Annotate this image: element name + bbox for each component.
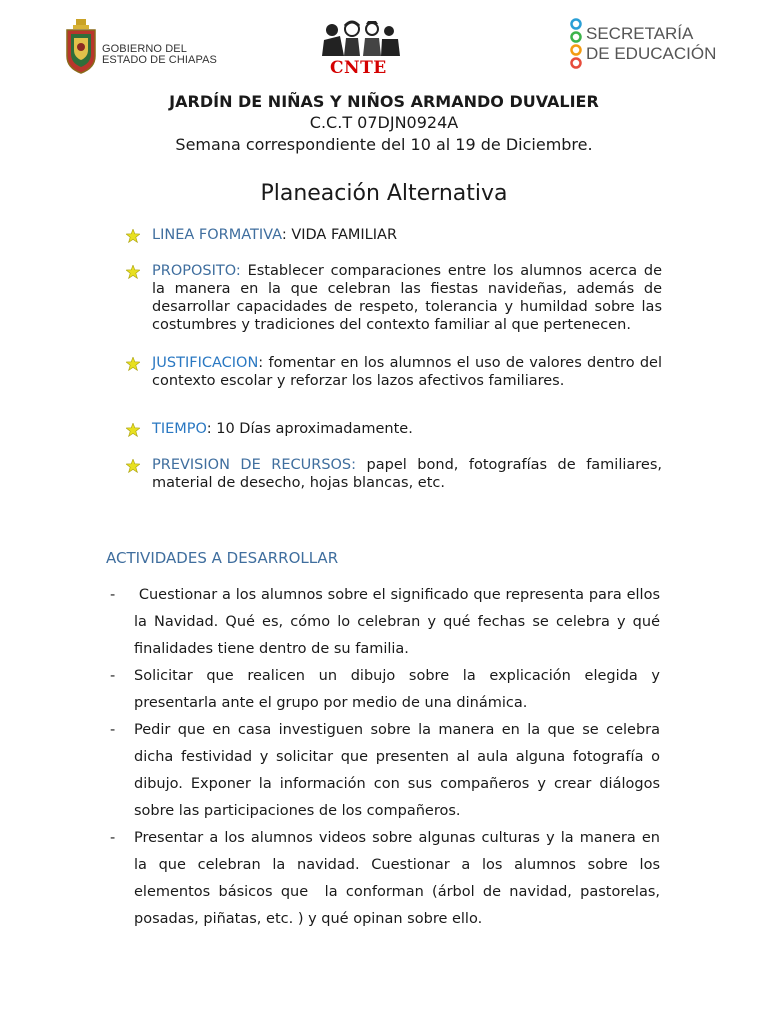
dash-bullet-icon: - (110, 587, 116, 603)
section-label: LINEA FORMATIVA (152, 227, 282, 243)
section-text: VIDA FAMILIAR (291, 227, 398, 243)
education-secretariat-logo (568, 18, 728, 76)
section-separator: : (258, 355, 269, 371)
section-prevision-recursos (126, 456, 662, 492)
dash-bullet-icon: - (110, 830, 116, 846)
section-label: TIEMPO (152, 421, 207, 437)
section-separator (356, 457, 367, 473)
government-name (102, 44, 217, 66)
cnte-logo (318, 20, 404, 80)
government-line-2: ESTADO DE CHIAPAS (102, 54, 217, 66)
activity-text: Presentar a los alumnos videos sobre algunas culturas y la manera en la que celebran la navidad. Cuestionar a los alumnos sobre los elementos básicos que la conforman (árbol de navidad, pastorelas, posadas, piñatas, etc. ) y qué opinan sobre ello. (134, 830, 665, 927)
document-header (0, 0, 768, 88)
activities-heading: ACTIVIDADES A DESARROLLAR (106, 549, 339, 567)
section-text: 10 Días aproximadamente. (216, 421, 413, 437)
school-code: C.C.T 07DJN0924A (309, 113, 459, 132)
chiapas-government-logo (64, 18, 224, 76)
star-bullet-icon (126, 229, 140, 243)
star-bullet-icon (126, 423, 140, 437)
dash-bullet-icon: - (110, 668, 116, 684)
activity-text: Cuestionar a los alumnos sobre el significado que representa para ellos la Navidad. Qué es, cómo lo celebran y qué fechas se celebra y qué finalidades tiene dentro de su familia. (134, 587, 665, 657)
activity-item (108, 825, 665, 933)
section-justificacion (126, 354, 662, 390)
star-bullet-icon (126, 265, 140, 279)
cnte-text: CNTE (330, 58, 387, 78)
page-title: Planeación Alternativa (260, 181, 508, 206)
secretariat-line-1: SECRETARÍA (586, 24, 694, 43)
activities-list (108, 582, 665, 933)
section-text: fomentar en los alumnos el uso de valores dentro del contexto escolar y reforzar los lazos afectivos familiares. (152, 355, 662, 389)
activity-item (108, 717, 660, 825)
secretariat-name (586, 24, 716, 64)
section-separator: : (281, 227, 292, 243)
secretariat-line-2: DE EDUCACIÓN (586, 44, 717, 63)
coat-of-arms-icon (64, 18, 98, 74)
title-block (0, 92, 768, 156)
activity-item (108, 582, 665, 663)
section-label: PREVISION DE RECURSOS: (152, 457, 357, 473)
section-linea-formativa (126, 226, 662, 244)
section-proposito (126, 262, 662, 334)
colored-rings-icon (568, 18, 584, 74)
school-name: JARDÍN DE NIÑAS Y NIÑOS ARMANDO DUVALIER (169, 92, 599, 111)
week-range: Semana correspondiente del 10 al 19 de Diciembre. (175, 135, 593, 154)
cnte-figures-icon (318, 20, 404, 60)
section-label: JUSTIFICACION (152, 355, 259, 371)
activity-text: Pedir que en casa investiguen sobre la manera en la que se celebra dicha festividad y solicitar que presenten al aula alguna fotografía o dibujo. Exponer la información con sus compañeros y crear diálogos sobre las participaciones de los compañeros. (134, 722, 660, 819)
activity-text: Solicitar que realicen un dibujo sobre la explicación elegida y presentarla ante el grupo por medio de una dinámica. (134, 668, 660, 711)
section-label: PROPOSITO: (152, 263, 241, 279)
section-text: Establecer comparaciones entre los alumnos acerca de la manera en la que celebran las fiestas navideñas, además de desarrollar capacidades de respeto, tolerancia y humildad sobre las costumbres y tradiciones del contexto familiar al que pertenecen. (152, 263, 662, 333)
section-text: papel bond, fotografías de familiares, material de desecho, hojas blancas, etc. (152, 457, 663, 491)
star-bullet-icon (126, 357, 140, 371)
government-line-1: GOBIERNO DEL (102, 43, 187, 55)
activity-item (108, 663, 660, 717)
star-bullet-icon (126, 459, 140, 473)
dash-bullet-icon: - (110, 722, 116, 738)
section-separator: : (206, 421, 217, 437)
section-tiempo (126, 420, 662, 438)
section-separator (241, 263, 248, 279)
planning-sections (126, 226, 662, 492)
